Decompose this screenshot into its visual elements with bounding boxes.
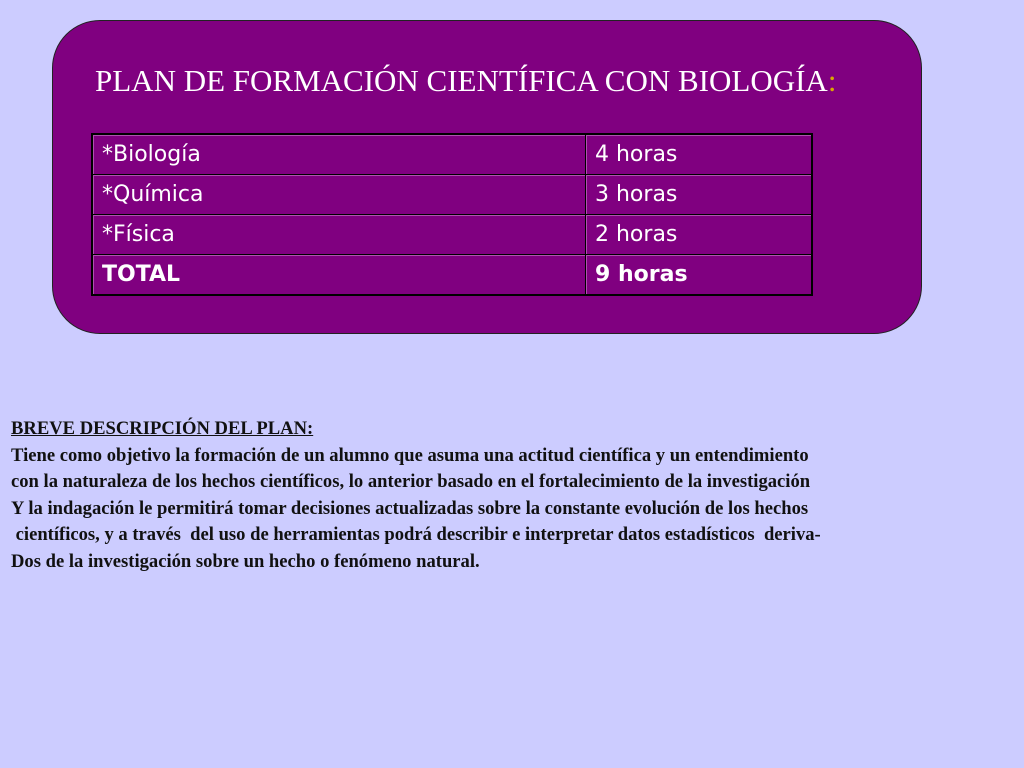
subject-cell: *Física xyxy=(92,215,586,255)
plan-panel xyxy=(52,20,922,334)
table-row xyxy=(92,215,812,255)
description-line: Dos de la investigación sobre un hecho o fenómeno natural. xyxy=(11,550,480,572)
subject-cell: *Química xyxy=(92,175,586,215)
description-line: Y la indagación le permitirá tomar decisiones actualizadas sobre la constante evolución de los hechos xyxy=(11,497,809,519)
table-row xyxy=(92,175,812,215)
plan-title xyxy=(95,61,836,101)
plan-description xyxy=(11,416,1016,575)
plan-title-colon: : xyxy=(827,63,837,98)
total-label-cell: TOTAL xyxy=(92,255,586,296)
description-line: científicos, y a través del uso de herramientas podrá describir e interpretar datos estadísticos deriva- xyxy=(11,524,821,545)
description-heading: BREVE DESCRIPCIÓN DEL PLAN: xyxy=(11,418,314,439)
table-row xyxy=(92,134,812,175)
hours-cell: 2 horas xyxy=(586,215,813,255)
hours-cell: 4 horas xyxy=(586,134,813,175)
description-line: Tiene como objetivo la formación de un alumno que asuma una actitud científica y un entendimiento xyxy=(11,444,809,466)
plan-title-text: PLAN DE FORMACIÓN CIENTÍFICA CON BIOLOGÍA xyxy=(95,63,828,98)
hours-cell: 3 horas xyxy=(586,175,813,215)
description-line: con la naturaleza de los hechos científicos, lo anterior basado en el fortalecimiento de la investigación xyxy=(11,471,811,492)
subject-cell: *Biología xyxy=(92,134,586,175)
total-row xyxy=(92,255,812,296)
hours-table xyxy=(91,133,813,296)
total-hours-cell: 9 horas xyxy=(586,255,813,296)
